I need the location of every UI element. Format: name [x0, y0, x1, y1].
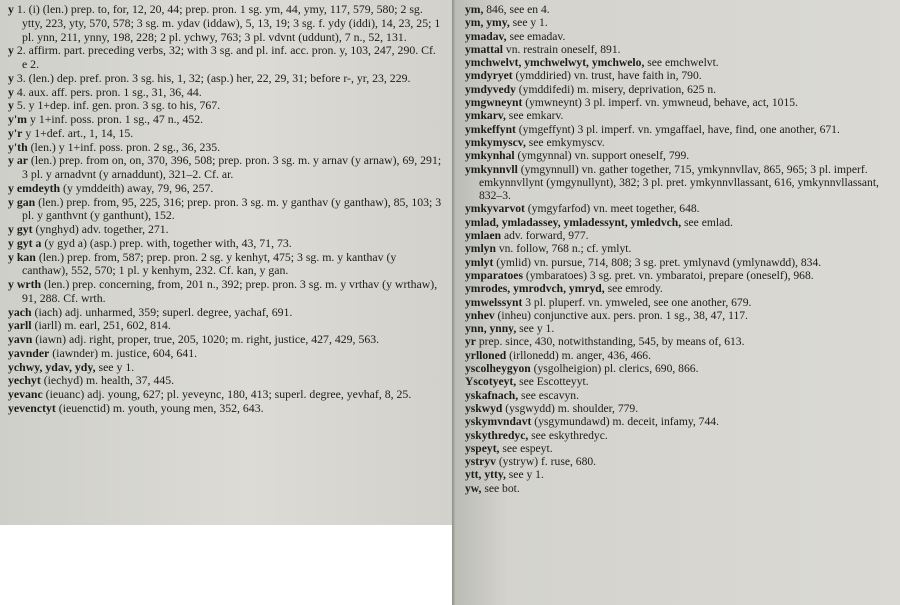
entry-definition: 846, see en 4.	[483, 3, 550, 16]
glossary-entry	[8, 113, 444, 127]
right-column	[465, 3, 897, 495]
entry-definition: 3 pl. pluperf. vn. ymweled, see one another, 679.	[522, 295, 752, 309]
entry-definition: (ymbaratoes) 3 sg. pret. vn. ymbaratoi, prepare (oneself), 968.	[522, 268, 814, 282]
glossary-entry	[8, 306, 444, 320]
glossary-entry	[8, 99, 444, 113]
entry-headword: y gyt	[8, 222, 33, 236]
entry-headword: ymlyn	[465, 242, 496, 256]
entry-definition: see emrody.	[604, 282, 663, 296]
glossary-entry	[465, 83, 897, 96]
left-page	[0, 0, 452, 525]
glossary-entry	[465, 16, 897, 29]
entry-definition: prep. since, 430, notwithstanding, 545, by means of, 613.	[475, 335, 745, 349]
glossary-entry	[465, 375, 897, 388]
entry-definition: see y 1.	[505, 468, 544, 482]
glossary-entry	[465, 69, 897, 82]
entry-definition: (ymgynnull) vn. gather together, 715, ymkynnvllav, 865, 965; 3 pl. imperf. emkynnvllynt (ymgynullynt), 382; 3 pl. pret. ymkynnvllassant, 616, ymkynnvllassant, 832–3.	[479, 162, 879, 203]
entry-headword: yrlloned	[465, 348, 507, 362]
entry-headword: yevenctyt	[8, 400, 56, 415]
glossary-entry	[8, 319, 444, 333]
entry-headword: y emdeyth	[8, 180, 61, 195]
entry-headword: y	[8, 70, 14, 85]
glossary-entry	[8, 72, 444, 86]
entry-headword: ymkynhal	[465, 149, 515, 163]
glossary-entry	[465, 216, 897, 229]
entry-headword: yskwyd	[465, 401, 503, 415]
entry-headword: ymparatoes	[465, 268, 523, 282]
entry-headword: ymadav,	[465, 29, 507, 43]
entry-definition: (inheu) conjunctive aux. pers. pron. 1 sg., 38, 47, 117.	[494, 308, 748, 322]
glossary-entry	[465, 149, 897, 162]
entry-headword: ymkyvarvot	[465, 202, 525, 216]
entry-definition: (ysgymundawd) m. deceit, infamy, 744.	[531, 415, 719, 429]
glossary-entry	[465, 30, 897, 43]
entry-headword: y ar	[8, 153, 28, 168]
entry-headword: yechyt	[8, 373, 41, 388]
entry-definition: (iechyd) m. health, 37, 445.	[40, 373, 175, 388]
entry-headword: y gyt a	[8, 235, 42, 250]
glossary-entry	[465, 415, 897, 428]
glossary-entry	[465, 123, 897, 136]
glossary-entry	[465, 455, 897, 468]
entry-definition: (ymddifedi) m. misery, deprivation, 625 n.	[515, 82, 717, 96]
entry-definition: y 1+inf. poss. pron. 1 sg., 47 n., 452.	[27, 112, 204, 126]
entry-definition: (iarll) m. earl, 251, 602, 814.	[31, 318, 171, 333]
entry-definition: see emkarv.	[505, 109, 564, 123]
glossary-entry	[465, 362, 897, 375]
entry-headword: y'th	[8, 139, 28, 154]
glossary-entry	[8, 237, 444, 251]
entry-headword: ymlaen	[465, 229, 502, 243]
entry-headword: y wrth	[8, 277, 42, 291]
entry-definition: see emchwelvt.	[644, 56, 719, 70]
entry-definition: see y 1.	[516, 322, 555, 336]
glossary-entry	[8, 278, 444, 306]
entry-headword: yw,	[465, 481, 482, 495]
glossary-entry	[465, 269, 897, 282]
entry-headword: yavnder	[8, 345, 50, 360]
glossary-entry	[8, 347, 444, 361]
entry-headword: Yscotyeyt,	[465, 375, 517, 389]
entry-headword: yskymvndavt	[465, 415, 532, 429]
entry-definition: 5. y 1+dep. inf. gen. pron. 3 sg. to his, 767.	[13, 98, 221, 113]
glossary-entry	[465, 322, 897, 335]
entry-headword: yskafnach,	[465, 388, 519, 402]
entry-headword: ytt, ytty,	[465, 468, 506, 482]
entry-headword: y'm	[8, 112, 28, 126]
entry-definition: 3. (len.) dep. pref. pron. 3 sg. his, 1, 32; (asp.) her, 22, 29, 31; before r-, yr, 23, 229.	[13, 70, 411, 85]
glossary-entry	[465, 389, 897, 402]
glossary-entry	[465, 3, 897, 16]
entry-definition: (ymlid) vn. pursue, 714, 808; 3 sg. pret. ymlynavd (ymlynawdd), 834.	[493, 255, 822, 269]
entry-definition: (ymgeffynt) 3 pl. imperf. vn. ymgaffael, have, find, one another, 671.	[515, 122, 840, 136]
entry-definition: (ysgwydd) m. shoulder, 779.	[502, 401, 639, 415]
entry-headword: yach	[8, 304, 32, 319]
entry-headword: y	[8, 84, 14, 99]
glossary-entry	[8, 361, 444, 375]
entry-definition: (ymgynnal) vn. support oneself, 799.	[514, 149, 690, 163]
entry-headword: y kan	[8, 249, 36, 264]
entry-definition: (ystryw) f. ruse, 680.	[495, 455, 597, 469]
glossary-entry	[8, 223, 444, 237]
entry-definition: (ieuanc) adj. young, 627; pl. yeveync, 180, 413; superl. degree, yevhaf, 8, 25.	[42, 387, 412, 401]
glossary-entry	[465, 109, 897, 122]
glossary-entry	[465, 242, 897, 255]
entry-definition: (iawn) adj. right, proper, true, 205, 1020; m. right, justice, 427, 429, 563.	[32, 332, 380, 346]
entry-headword: ystryv	[465, 455, 496, 469]
entry-definition: (len.) y 1+inf. poss. pron. 2 sg., 36, 235.	[27, 139, 221, 154]
entry-definition: y 1+def. art., 1, 14, 15.	[22, 125, 134, 140]
glossary-entry	[465, 136, 897, 149]
entry-definition: adv. forward, 977.	[501, 229, 589, 243]
glossary-entry	[8, 402, 444, 416]
glossary-entry	[465, 349, 897, 362]
entry-headword: ymrodes, ymrodvch, ymryd,	[465, 282, 605, 296]
glossary-entry	[465, 163, 897, 203]
entry-headword: yavn	[8, 332, 33, 346]
entry-headword: ymlyt	[465, 255, 494, 269]
entry-headword: ychwy, ydav, ydy,	[8, 359, 96, 374]
entry-definition: (len.) prep. from, 587; prep. pron. 2 sg. y kenhyt, 475; 3 sg. m. y kanthav (y canthaw), 552, 570; 1 pl. y kenhym, 232. Cf. kan, y gan.	[22, 249, 397, 278]
entry-definition: vn. restrain oneself, 891.	[503, 42, 621, 56]
entry-definition: 1. (i) (len.) prep. to, for, 12, 20, 44; prep. pron. 1 sg. ym, 44, ymy, 117, 579, 580; 2 sg. ytty, 223, yty, 570, 578; 3 sg. m. ydav (iddaw), 5, 13, 19; 3 sg. f. ydy (iddi), 14, 23, 25; 1 pl. ynn, 211, ynny, 198, 228; 2 pl. ychwy, 763; 3 pl. vdvnt (uddunt), 7 n., 52, 131.	[13, 2, 441, 44]
entry-definition: (y ymddeith) away, 79, 96, 257.	[60, 180, 214, 195]
entry-headword: yevanc	[8, 387, 43, 401]
entry-headword: y	[8, 43, 14, 58]
glossary-entry	[465, 309, 897, 322]
entry-headword: ymdyryet	[465, 69, 513, 83]
entry-definition: (ysgolheigion) pl. clerics, 690, 866.	[530, 362, 699, 376]
entry-definition: 4. aux. aff. pers. pron. 1 sg., 31, 36, 44.	[13, 84, 202, 99]
entry-definition: see escavyn.	[518, 388, 579, 402]
entry-definition: see Escotteyyt.	[516, 375, 589, 389]
entry-definition: (y gyd a) (asp.) prep. with, together with, 43, 71, 73.	[41, 235, 292, 250]
glossary-entry	[465, 468, 897, 481]
entry-headword: ymwelssynt	[465, 295, 523, 309]
glossary-entry	[465, 56, 897, 69]
glossary-entry	[465, 256, 897, 269]
entry-definition: (len.) prep. from, 95, 225, 316; prep. pron. 3 sg. m. y ganthav (y ganthaw), 85, 103; 3 pl. y ganthvnt (y ganthunt), 152.	[22, 194, 442, 223]
glossary-entry	[465, 282, 897, 295]
glossary-entry	[465, 202, 897, 215]
entry-headword: y	[8, 98, 14, 113]
entry-definition: 2. affirm. part. preceding verbs, 32; with 3 sg. and pl. inf. acc. pron. y, 103, 247, 290. Cf. e 2.	[13, 43, 436, 71]
entry-definition: see y 1.	[509, 16, 548, 30]
entry-definition: (len.) prep. concerning, from, 201 n., 392; prep. pron. 3 sg. m. y vrthav (y wrthaw), 91, 288. Cf. wrth.	[22, 277, 438, 305]
blank-area	[0, 525, 452, 605]
glossary-entry	[8, 141, 444, 155]
entry-definition: vn. follow, 768 n.; cf. ymlyt.	[495, 242, 632, 256]
entry-definition: (ymwneynt) 3 pl. imperf. vn. ymwneud, behave, act, 1015.	[522, 96, 798, 110]
entry-definition: see emkymyscv.	[525, 135, 605, 149]
glossary-entry	[8, 182, 444, 196]
entry-headword: ymkymyscv,	[465, 135, 526, 149]
entry-headword: ymgwneynt	[465, 96, 523, 110]
left-column	[8, 3, 444, 416]
glossary-entry	[8, 388, 444, 402]
entry-definition: see bot.	[481, 481, 520, 495]
glossary-entry	[465, 429, 897, 442]
entry-definition: (iach) adj. unharmed, 359; superl. degree, yachaf, 691.	[31, 304, 293, 319]
entry-definition: see emlad.	[681, 215, 733, 229]
entry-headword: ymkynnvll	[465, 162, 518, 176]
glossary-entry	[465, 482, 897, 495]
glossary-entry	[8, 374, 444, 388]
entry-headword: yarll	[8, 318, 32, 333]
entry-definition: (len.) prep. from on, on, 370, 396, 508; prep. pron. 3 sg. m. y arnav (y arnaw), 69, 291; 3 pl. y arnadvnt (y arnaddunt), 321–2. Cf. ar.	[22, 153, 442, 181]
glossary-entry	[465, 402, 897, 415]
right-page	[455, 0, 900, 605]
entry-definition: (ieuenctid) m. youth, young men, 352, 643.	[55, 400, 264, 415]
entry-definition: see eskythredyc.	[528, 428, 608, 442]
entry-definition: (irllonedd) m. anger, 436, 466.	[506, 348, 651, 362]
entry-definition: see emadav.	[506, 29, 566, 43]
entry-headword: y gan	[8, 194, 36, 209]
glossary-entry	[8, 3, 444, 44]
entry-headword: ym,	[465, 3, 484, 16]
glossary-entry	[465, 296, 897, 309]
entry-definition: (ymgyfarfod) vn. meet together, 648.	[524, 202, 700, 216]
glossary-entry	[8, 127, 444, 141]
entry-headword: ymattal	[465, 42, 503, 56]
entry-headword: ymkarv,	[465, 109, 506, 123]
glossary-entry	[465, 96, 897, 109]
glossary-entry	[465, 335, 897, 348]
glossary-entry	[8, 44, 444, 72]
entry-headword: yscolheygyon	[465, 362, 531, 376]
entry-headword: y	[8, 2, 14, 16]
entry-definition: see espeyt.	[499, 441, 553, 455]
entry-headword: yskythredyc,	[465, 428, 529, 442]
entry-headword: yspeyt,	[465, 441, 500, 455]
glossary-entry	[8, 251, 444, 279]
entry-headword: ymchwelvt, ymchwelwyt, ymchwelo,	[465, 56, 645, 70]
glossary-entry	[465, 442, 897, 455]
entry-headword: y'r	[8, 125, 23, 140]
glossary-entry	[8, 86, 444, 100]
entry-definition: see y 1.	[95, 359, 135, 374]
entry-headword: ymkeffynt	[465, 122, 516, 136]
entry-headword: yr	[465, 335, 476, 349]
entry-definition: (iawnder) m. justice, 604, 641.	[49, 345, 198, 360]
entry-definition: (ynghyd) adv. together, 271.	[32, 222, 169, 236]
glossary-entry	[8, 333, 444, 347]
glossary-entry	[465, 43, 897, 56]
entry-headword: ynhev	[465, 308, 495, 322]
entry-definition: (ymddiried) vn. trust, have faith in, 790.	[512, 69, 702, 83]
entry-headword: ym, ymy,	[465, 16, 510, 30]
entry-headword: ynn, ynny,	[465, 322, 517, 336]
entry-headword: ymdyvedy	[465, 82, 516, 96]
glossary-entry	[8, 154, 444, 182]
glossary-entry	[465, 229, 897, 242]
entry-headword: ymlad, ymladassey, ymladessynt, ymledvch,	[465, 215, 682, 229]
glossary-entry	[8, 196, 444, 224]
